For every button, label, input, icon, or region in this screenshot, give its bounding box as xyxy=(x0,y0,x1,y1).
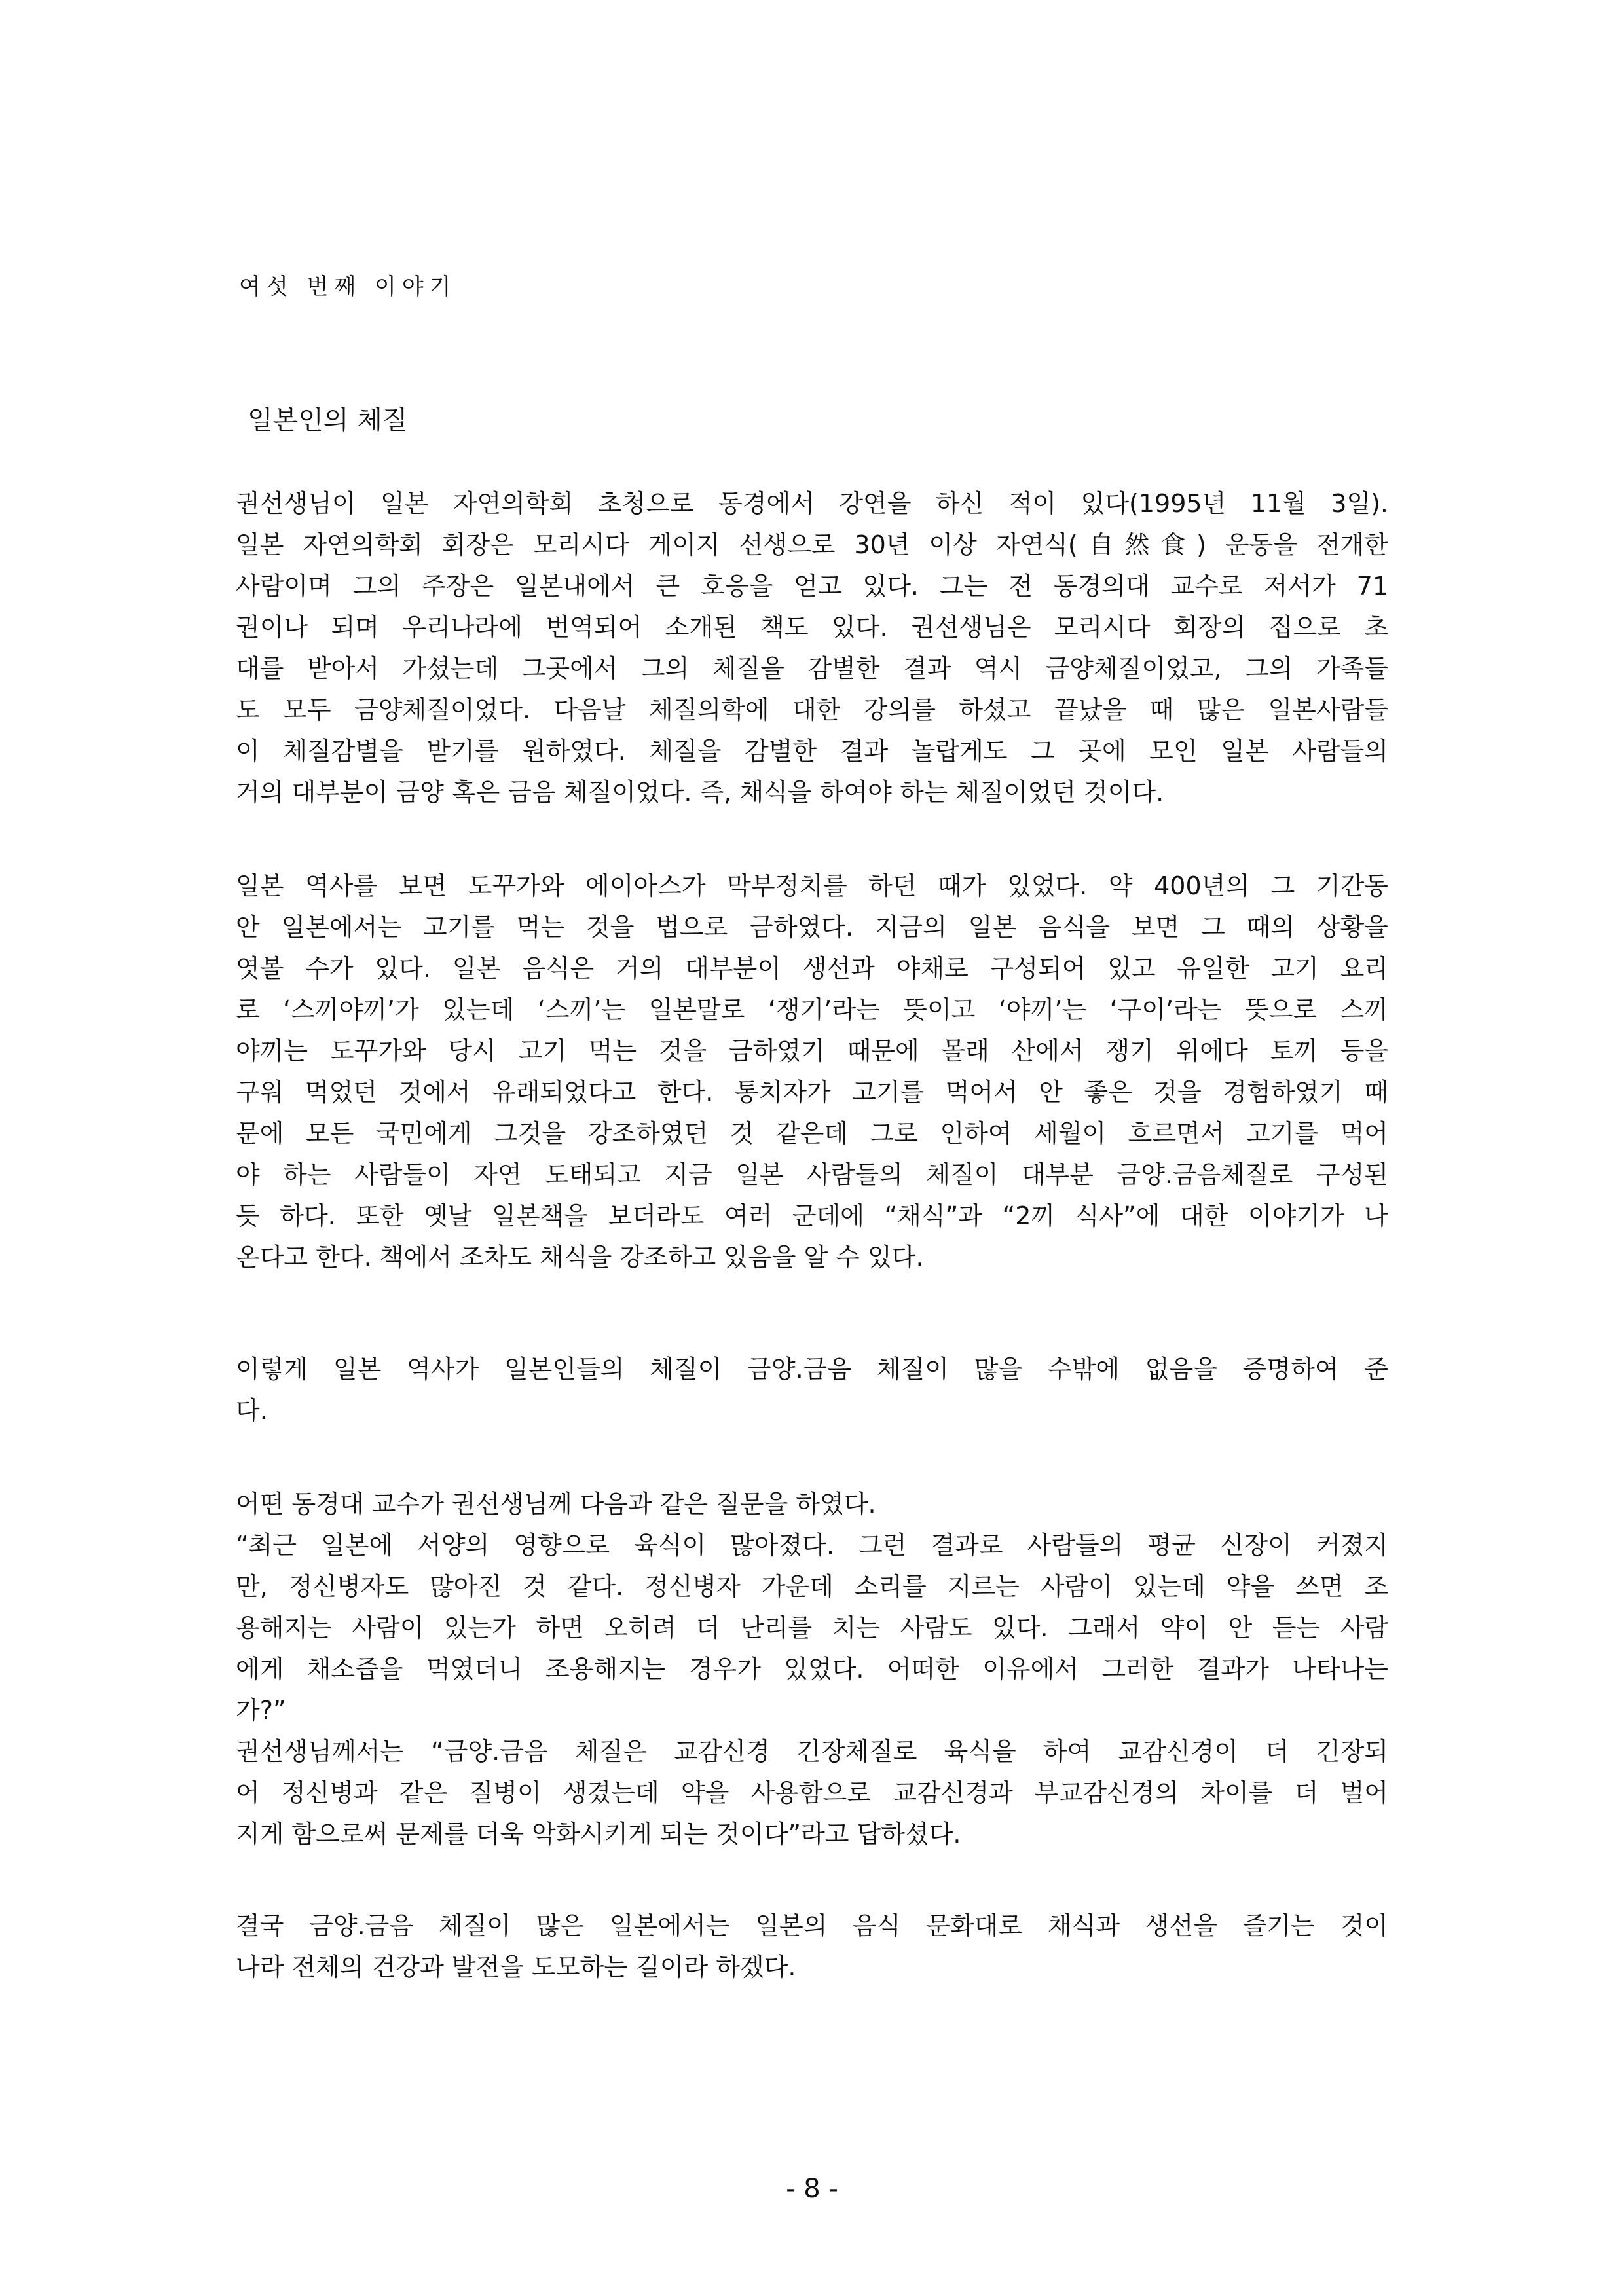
paragraph-line: 안 일본에서는 고기를 먹는 것을 법으로 금하였다. 지금의 일본 음식을 보면 그 때의 상황을 xyxy=(236,913,1388,942)
paragraph-proof xyxy=(236,1349,1388,1431)
paragraph-line: 엿볼 수가 있다. 일본 음식은 거의 대부분이 생선과 야채로 구성되어 있고 유일한 고기 요리 xyxy=(236,954,1388,983)
paragraph-line: 도 모두 금양체질이었다. 다음날 체질의학에 대한 강의를 하셨고 끝났을 때 많은 일본사람들 xyxy=(236,695,1388,724)
chapter-title: 여섯 번째 이야기 xyxy=(239,274,457,300)
paragraph-line: 일본 역사를 보면 도꾸가와 에이아스가 막부정치를 하던 때가 있었다. 약 400년의 그 기간동 xyxy=(236,872,1388,900)
paragraph-line: 일본 자연의학회 회장은 모리시다 게이지 선생으로 30년 이상 자연식(自然食) 운동을 전개한 xyxy=(236,530,1388,559)
paragraph-line: 어떤 동경대 교수가 권선생님께 다음과 같은 질문을 하였다. xyxy=(236,1490,876,1518)
paragraph-conclusion xyxy=(236,1905,1388,1988)
paragraph-line: 구워 먹었던 것에서 유래되었다고 한다. 통치자가 고기를 먹어서 안 좋은 것을 경험하였기 때 xyxy=(236,1078,1388,1107)
paragraph-line: 어 정신병과 같은 질병이 생겼는데 약을 사용함으로 교감신경과 부교감신경의 차이를 더 벌어 xyxy=(236,1778,1388,1807)
paragraph-line: 사람이며 그의 주장은 일본내에서 큰 호응을 얻고 있다. 그는 전 동경의대 교수로 저서가 71 xyxy=(236,572,1388,600)
paragraph-line: 권선생님이 일본 자연의학회 초청으로 동경에서 강연을 하신 적이 있다(1995년 11월 3일). xyxy=(236,489,1388,518)
paragraph-line: 권이나 되며 우리나라에 번역되어 소개된 책도 있다. 권선생님은 모리시다 회장의 집으로 초 xyxy=(236,613,1388,642)
paragraph-line: 이렇게 일본 역사가 일본인들의 체질이 금양.금음 체질이 많을 수밖에 없음을 증명하여 준 xyxy=(236,1355,1388,1384)
paragraph-line: 거의 대부분이 금양 혹은 금음 체질이었다. 즉, 채식을 하여야 하는 체질이었던 것이다. xyxy=(236,778,1164,807)
paragraph-line: 로 ‘스끼야끼’가 있는데 ‘스끼’는 일본말로 ‘쟁기’라는 뜻이고 ‘야끼’는 ‘구이’라는 뜻으로 스끼 xyxy=(236,995,1388,1024)
paragraph-line: 가?” xyxy=(236,1696,286,1725)
paragraph-line: 나라 전체의 건강과 발전을 도모하는 길이라 하겠다. xyxy=(236,1953,796,1981)
page-number: - 8 - xyxy=(786,2174,838,2204)
paragraph-line: 듯 하다. 또한 옛날 일본책을 보더라도 여러 군데에 “채식”과 “2끼 식사”에 대한 이야기가 나 xyxy=(236,1202,1388,1230)
paragraph-line: 이 체질감별을 받기를 원하였다. 체질을 감별한 결과 놀랍게도 그 곳에 모인 일본 사람들의 xyxy=(236,737,1388,765)
paragraph-line: 온다고 한다. 책에서 조차도 채식을 강조하고 있음을 알 수 있다. xyxy=(236,1243,924,1272)
paragraph-line: 권선생님께서는 “금양.금음 체질은 교감신경 긴장체질로 육식을 하여 교감신경이 더 긴장되 xyxy=(236,1737,1388,1766)
paragraph-line: 야 하는 사람들이 자연 도태되고 지금 일본 사람들의 체질이 대부분 금양.금음체질로 구성된 xyxy=(236,1160,1388,1189)
paragraph-history xyxy=(236,866,1388,1278)
paragraph-line: 지게 함으로써 문제를 더욱 악화시키게 되는 것이다”라고 답하셨다. xyxy=(236,1820,961,1848)
paragraph-line: 에게 채소즙을 먹였더니 조용해지는 경우가 있었다. 어떠한 이유에서 그러한 결과가 나타나는 xyxy=(236,1655,1388,1683)
paragraph-line: “최근 일본에 서양의 영향으로 육식이 많아졌다. 그런 결과로 사람들의 평균 신장이 커졌지 xyxy=(236,1531,1388,1560)
paragraph-line: 대를 받아서 가셨는데 그곳에서 그의 체질을 감별한 결과 역시 금양체질이었고, 그의 가족들 xyxy=(236,654,1388,683)
paragraph-line: 결국 금양.금음 체질이 많은 일본에서는 일본의 음식 문화대로 채식과 생선을 즐기는 것이 xyxy=(236,1911,1388,1940)
paragraph-line: 만, 정신병자도 많아진 것 같다. 정신병자 가운데 소리를 지르는 사람이 있는데 약을 쓰면 조 xyxy=(236,1572,1388,1601)
paragraph-line: 문에 모든 국민에게 그것을 강조하였던 것 같은데 그로 인하여 세월이 흐르면서 고기를 먹어 xyxy=(236,1119,1388,1148)
paragraph-lecture xyxy=(236,483,1388,813)
paragraph-line: 다. xyxy=(236,1396,268,1425)
paragraph-question xyxy=(236,1484,1388,1855)
paragraph-line: 용해지는 사람이 있는가 하면 오히려 더 난리를 치는 사람도 있다. 그래서 약이 안 듣는 사람 xyxy=(236,1613,1388,1642)
paragraph-line: 야끼는 도꾸가와 당시 고기 먹는 것을 금하였기 때문에 몰래 산에서 쟁기 위에다 토끼 등을 xyxy=(236,1037,1388,1065)
section-title: 일본인의 체질 xyxy=(248,405,408,435)
